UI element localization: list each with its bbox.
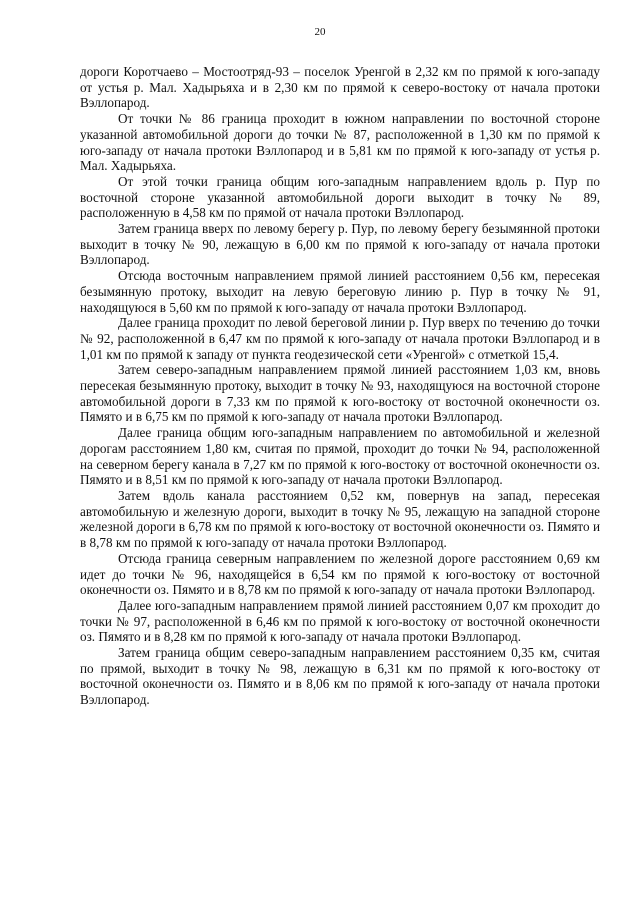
paragraph-point-97: Далее юго-западным направлением прямой линией расстоянием 0,07 км проходит до точки № 97, расположенной в 6,46 км по прямой к юго-востоку от восточной оконечности оз. Пямято и в 8,28 км по прямой к юго-западу от начала протоки Вэллопарод. [80,597,600,645]
paragraph-point-98: Затем граница общим северо-западным направлением расстоянием 0,35 км, считая по прямой, выходит в точку № 98, лежащую в 6,31 км по прямой к юго-востоку от восточной оконечности оз. Пямято и в 8,06 км по прямой к юго-западу от начала протоки Вэллопарод. [80,645,600,708]
paragraph-point-95: Затем вдоль канала расстоянием 0,52 км, повернув на запад, пересекая автомобильную и железную дороги, выходит в точку № 95, лежащую на западной стороне железной дороги в 6,78 км по прямой к юго-востоку от восточной оконечности оз. Пямято и в 8,78 км по прямой к юго-западу от начала протоки Вэллопарод. [80,487,600,551]
paragraph-point-94: Далее граница общим юго-западным направлением по автомобильной и железной дорогам расстоянием 1,80 км, считая по прямой, проходит до точки № 94, расположенной на северном берегу канала в 7,27 км по прямой к юго-востоку от восточной оконечности оз. Пямято и в 8,51 км по прямой к юго-западу от начала протоки Вэллопарод. [80,425,600,488]
paragraph-point-91: Отсюда восточным направлением прямой линией расстоянием 0,56 км, пересекая безымянную протоку, выходит на левую береговую линию р. Пур в точку № 91, находящуюся в 5,60 км по прямой к юго-западу от начала протоки Вэллопарод. [80,268,600,315]
paragraph-continuation: дороги Коротчаево – Мостоотряд-93 – поселок Уренгой в 2,32 км по прямой к юго-западу от устья р. Мал. Хадырьяха и в 2,30 км по прямой к северо-востоку от начала протоки Вэллопарод. [80,64,600,111]
paragraph-point-87: От точки № 86 граница проходит в южном направлении по восточной стороне указанной автомобильной дороги до точки № 87, расположенной в 1,30 км по прямой к юго-западу от начала протоки Вэллопарод и в 5,81 км по прямой к юго-западу от устья р. Мал. Хадырьяха. [80,111,600,174]
page-number: 20 [314,26,326,38]
paragraph-point-93: Затем северо-западным направлением прямой линией расстоянием 1,03 км, вновь пересекая безымянную протоку, выходит в точку № 93, находящуюся на восточной стороне автомобильной дороги в 7,33 км по прямой к юго-востоку от восточной оконечности оз. Пямято и в 6,75 км по прямой к юго-западу от начала протоки Вэллопарод. [80,362,600,425]
paragraph-point-96: Отсюда граница северным направлением по железной дороге расстоянием 0,69 км идет до точки № 96, находящейся в 6,54 км по прямой к юго-востоку от восточной оконечности оз. Пямято и в 8,78 км по прямой к юго-западу от начала протоки Вэллопарод. [80,550,600,598]
body-text [80,64,600,708]
paragraph-point-92: Далее граница проходит по левой береговой линии р. Пур вверх по течению до точки № 92, расположенной в 6,47 км по прямой к юго-западу от начала протоки Вэллопарод и в 1,01 км по прямой к западу от пункта геодезической сети «Уренгой» с отметкой 15,4. [80,315,600,362]
paragraph-point-89: От этой точки граница общим юго-западным направлением вдоль р. Пур по восточной стороне указанной автомобильной дороги выходит в точку № 89, расположенную в 4,58 км по прямой от начала протоки Вэллопарод. [80,173,600,221]
paragraph-point-90: Затем граница вверх по левому берегу р. Пур, по левому берегу безымянной протоки выходит в точку № 90, лежащую в 6,00 км по прямой к юго-западу от начала протоки Вэллопарод. [80,221,600,268]
